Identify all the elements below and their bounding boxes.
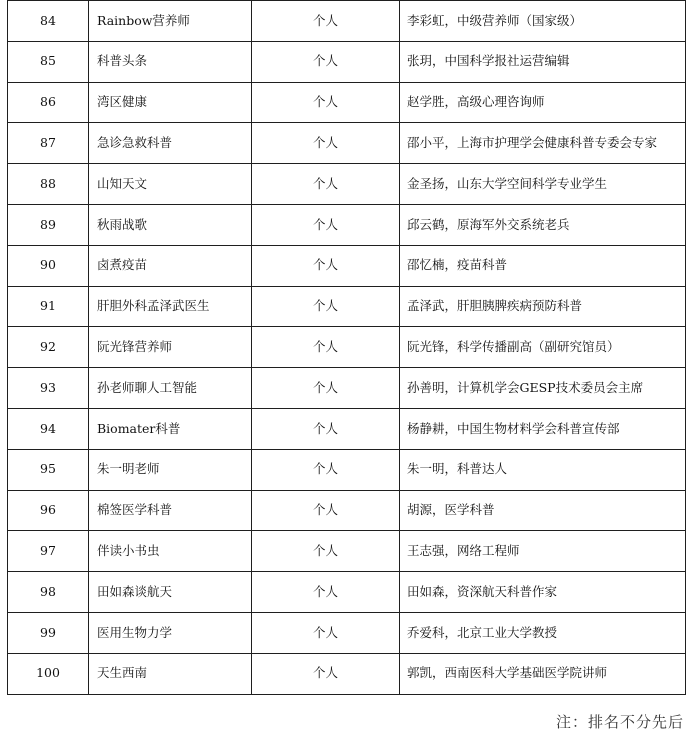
row-number-cell: 91 — [8, 286, 89, 327]
ranking-table-container — [7, 0, 685, 695]
account-type-cell: 个人 — [252, 612, 400, 653]
owner-description-cell: 阮光锋，科学传播副高（副研究馆员） — [400, 327, 686, 368]
account-name-cell: 棉签医学科普 — [89, 490, 252, 531]
owner-description-cell: 张玥，中国科学报社运营编辑 — [400, 41, 686, 82]
row-number-cell: 90 — [8, 245, 89, 286]
table-row — [8, 245, 686, 286]
account-type-cell: 个人 — [252, 490, 400, 531]
row-number-cell: 98 — [8, 572, 89, 613]
account-name-cell: 阮光锋营养师 — [89, 327, 252, 368]
account-name-cell: 秋雨战歌 — [89, 204, 252, 245]
owner-description-cell: 邵忆楠，疫苗科普 — [400, 245, 686, 286]
table-row — [8, 164, 686, 205]
table-row — [8, 1, 686, 42]
row-number-cell: 89 — [8, 204, 89, 245]
account-name-cell: Rainbow营养师 — [89, 1, 252, 42]
row-number-cell: 88 — [8, 164, 89, 205]
row-number-cell: 92 — [8, 327, 89, 368]
account-name-cell: 朱一明老师 — [89, 449, 252, 490]
row-number-cell: 100 — [8, 653, 89, 694]
account-name-cell: 急诊急救科普 — [89, 123, 252, 164]
account-type-cell: 个人 — [252, 572, 400, 613]
row-number-cell: 95 — [8, 449, 89, 490]
account-type-cell: 个人 — [252, 164, 400, 205]
owner-description-cell: 郭凯，西南医科大学基础医学院讲师 — [400, 653, 686, 694]
account-type-cell: 个人 — [252, 531, 400, 572]
account-type-cell: 个人 — [252, 204, 400, 245]
table-row — [8, 572, 686, 613]
owner-description-cell: 田如森，资深航天科普作家 — [400, 572, 686, 613]
table-row — [8, 653, 686, 694]
account-name-cell: 湾区健康 — [89, 82, 252, 123]
table-row — [8, 408, 686, 449]
account-name-cell: 肝胆外科孟泽武医生 — [89, 286, 252, 327]
owner-description-cell: 朱一明，科普达人 — [400, 449, 686, 490]
table-body — [8, 1, 686, 695]
row-number-cell: 93 — [8, 368, 89, 409]
table-row — [8, 82, 686, 123]
row-number-cell: 99 — [8, 612, 89, 653]
table-row — [8, 123, 686, 164]
account-name-cell: 医用生物力学 — [89, 612, 252, 653]
ranking-table — [7, 0, 686, 695]
owner-description-cell: 胡源，医学科普 — [400, 490, 686, 531]
table-row — [8, 327, 686, 368]
account-name-cell: 伴读小书虫 — [89, 531, 252, 572]
owner-description-cell: 孟泽武，肝胆胰脾疾病预防科普 — [400, 286, 686, 327]
ranking-note: 注：排名不分先后 — [555, 713, 684, 731]
account-type-cell: 个人 — [252, 286, 400, 327]
owner-description-cell: 金圣扬，山东大学空间科学专业学生 — [400, 164, 686, 205]
row-number-cell: 84 — [8, 1, 89, 42]
account-name-cell: 科普头条 — [89, 41, 252, 82]
table-row — [8, 286, 686, 327]
account-name-cell: 山知天文 — [89, 164, 252, 205]
account-type-cell: 个人 — [252, 245, 400, 286]
table-row — [8, 490, 686, 531]
account-type-cell: 个人 — [252, 327, 400, 368]
account-type-cell: 个人 — [252, 82, 400, 123]
table-row — [8, 531, 686, 572]
owner-description-cell: 赵学胜，高级心理咨询师 — [400, 82, 686, 123]
account-name-cell: 卤煮疫苗 — [89, 245, 252, 286]
account-type-cell: 个人 — [252, 123, 400, 164]
account-name-cell: Biomater科普 — [89, 408, 252, 449]
account-name-cell: 田如森谈航天 — [89, 572, 252, 613]
table-row — [8, 449, 686, 490]
account-type-cell: 个人 — [252, 408, 400, 449]
row-number-cell: 94 — [8, 408, 89, 449]
table-row — [8, 368, 686, 409]
owner-description-cell: 乔爱科，北京工业大学教授 — [400, 612, 686, 653]
owner-description-cell: 杨静耕，中国生物材料学会科普宣传部 — [400, 408, 686, 449]
row-number-cell: 97 — [8, 531, 89, 572]
table-row — [8, 612, 686, 653]
account-type-cell: 个人 — [252, 368, 400, 409]
account-type-cell: 个人 — [252, 653, 400, 694]
table-row — [8, 204, 686, 245]
account-type-cell: 个人 — [252, 41, 400, 82]
owner-description-cell: 邱云鹤，原海军外交系统老兵 — [400, 204, 686, 245]
owner-description-cell: 邵小平，上海市护理学会健康科普专委会专家 — [400, 123, 686, 164]
table-row — [8, 41, 686, 82]
owner-description-cell: 李彩虹，中级营养师（国家级） — [400, 1, 686, 42]
account-type-cell: 个人 — [252, 1, 400, 42]
row-number-cell: 86 — [8, 82, 89, 123]
row-number-cell: 85 — [8, 41, 89, 82]
row-number-cell: 96 — [8, 490, 89, 531]
row-number-cell: 87 — [8, 123, 89, 164]
account-name-cell: 孙老师聊人工智能 — [89, 368, 252, 409]
account-name-cell: 天生西南 — [89, 653, 252, 694]
owner-description-cell: 王志强，网络工程师 — [400, 531, 686, 572]
owner-description-cell: 孙善明，计算机学会GESP技术委员会主席 — [400, 368, 686, 409]
account-type-cell: 个人 — [252, 449, 400, 490]
